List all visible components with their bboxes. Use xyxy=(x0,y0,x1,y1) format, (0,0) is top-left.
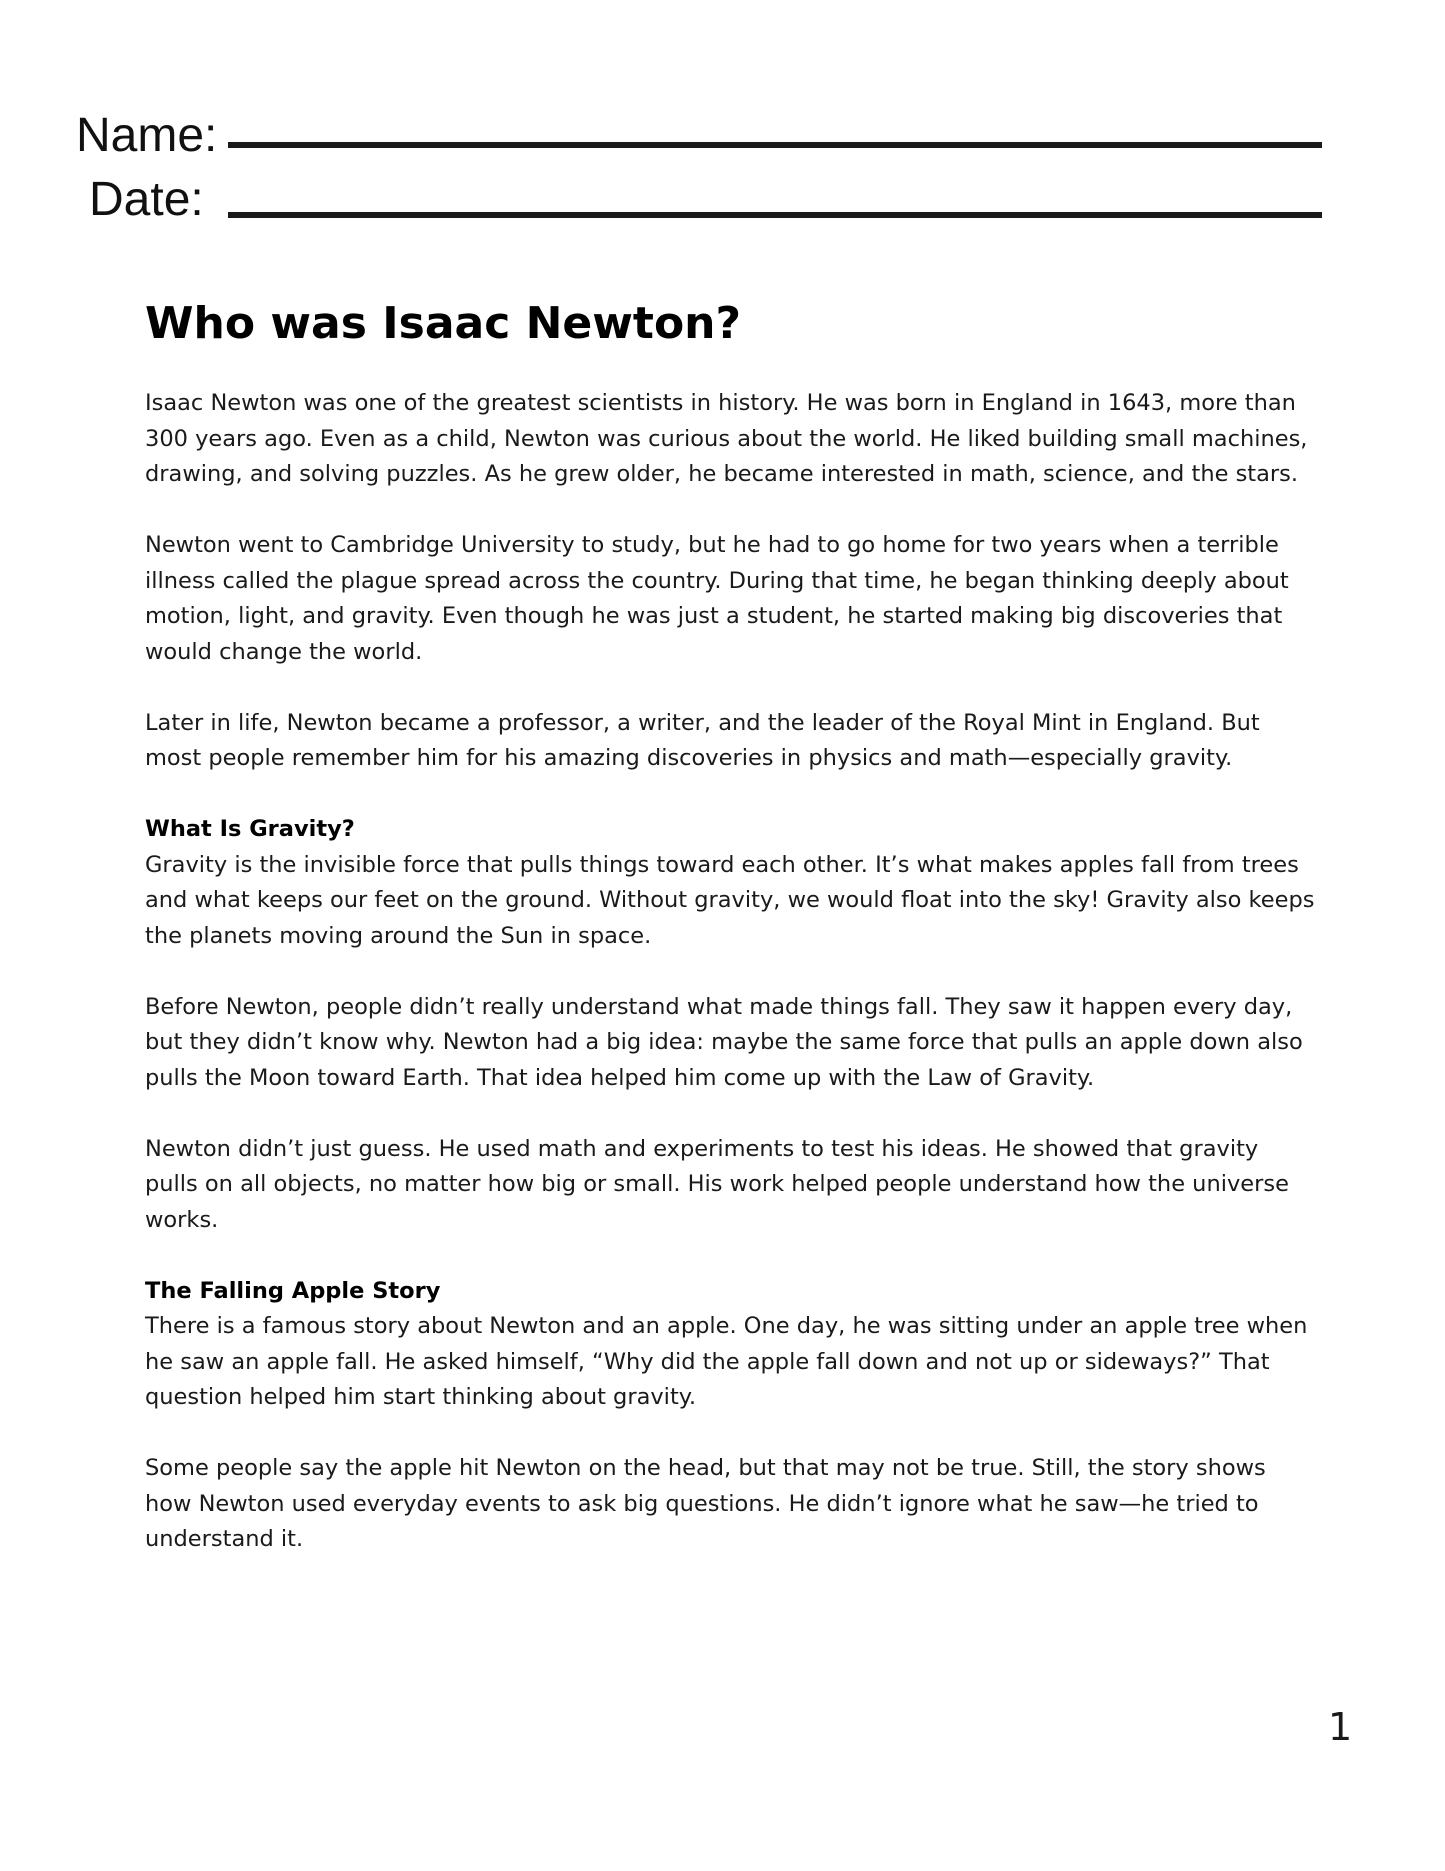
intro-paragraph-1: Isaac Newton was one of the greatest scientists in history. He was born in England in 1643, more than 300 years ago. Even as a child, Newton was curious about the world. He liked building small machines, drawing, and solving puzzles. As he grew older, he became interested in math, science, and the stars. xyxy=(145,390,1308,487)
name-write-line[interactable] xyxy=(228,142,1322,148)
gravity-paragraph-1: Gravity is the invisible force that pulls things toward each other. It’s what makes apples fall from trees and what keeps our feet on the ground. Without gravity, we would float into the sky! Gravity also keeps the planets moving around the Sun in space. xyxy=(145,851,1315,949)
date-label: Date: xyxy=(89,173,204,226)
date-field-row xyxy=(0,172,1445,242)
section-heading-what-is-gravity: What Is Gravity? xyxy=(145,816,355,842)
intro-paragraph-3: Later in life, Newton became a professor, a writer, and the leader of the Royal Mint in England. But most people remember him for his amazing discoveries in physics and math—especially gravity. xyxy=(145,709,1260,771)
apple-paragraph-2: Some people say the apple hit Newton on the head, but that may not be true. Still, the story shows how Newton used everyday events to ask big questions. He didn’t ignore what he saw—he tried to understand it. xyxy=(145,1455,1266,1552)
date-write-line[interactable] xyxy=(228,212,1322,218)
gravity-paragraph-2: Before Newton, people didn’t really understand what made things fall. They saw it happen every day, but they didn’t know why. Newton had a big idea: maybe the same force that pulls an apple down also pulls the Moon toward Earth. That idea helped him come up with the Law of Gravity. xyxy=(145,993,1303,1091)
reading-passage xyxy=(145,296,1315,1593)
section-falling-apple-story xyxy=(145,1274,1315,1558)
name-label: Name: xyxy=(76,109,218,162)
section-heading-falling-apple-story: The Falling Apple Story xyxy=(145,1277,441,1304)
page-number: 1 xyxy=(1328,1705,1353,1749)
apple-paragraph-1: There is a famous story about Newton and an apple. One day, he was sitting under an apple tree when he saw an apple fall. He asked himself, “Why did the apple fall down and not up or sideways?” That question helped him start thinking about gravity. xyxy=(145,1313,1308,1410)
section-what-is-gravity xyxy=(145,812,1315,1238)
intro-paragraph-2: Newton went to Cambridge University to study, but he had to go home for two years when a terrible illness called the plague spread across the country. During that time, he began thinking deeply about motion, light, and gravity. Even though he was just a student, he started making big discoveries that would change the world. xyxy=(145,532,1289,665)
gravity-paragraph-3: Newton didn’t just guess. He used math and experiments to test his ideas. He showed that gravity pulls on all objects, no matter how big or small. His work helped people understand how the universe works. xyxy=(145,1135,1289,1233)
page-title: Who was Isaac Newton? xyxy=(145,298,742,349)
name-field-row xyxy=(0,108,1445,178)
